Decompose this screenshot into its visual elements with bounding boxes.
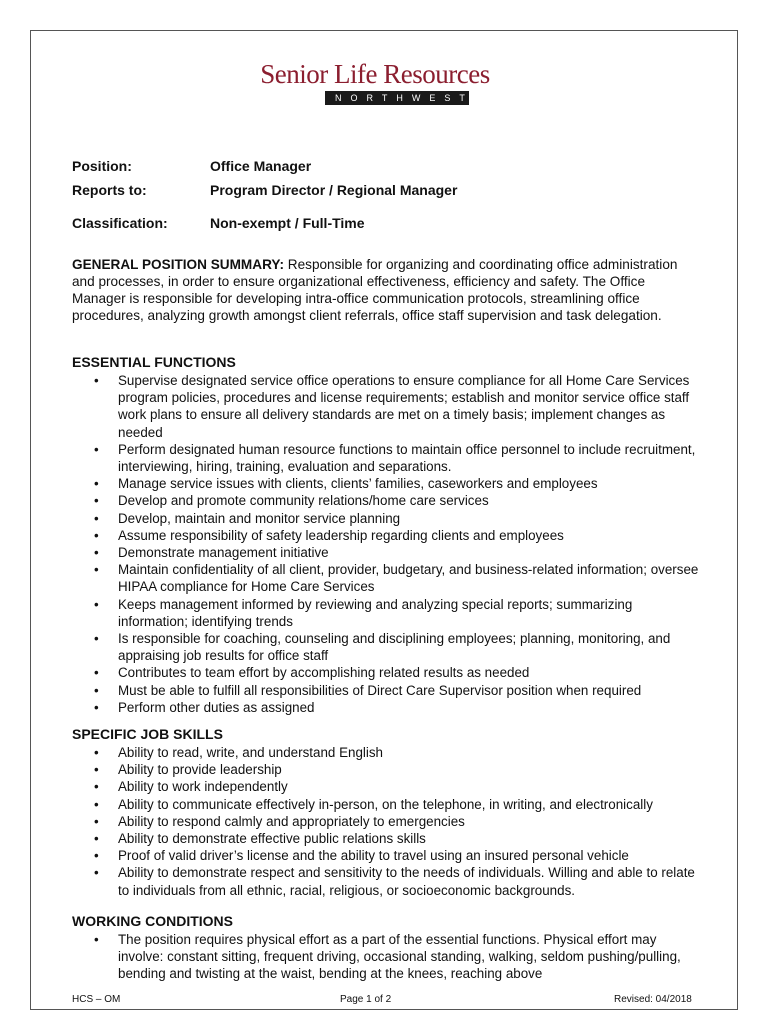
- summary-heading: GENERAL POSITION SUMMARY:: [72, 257, 284, 272]
- summary-text: Responsible for organizing and coordinating office administration and processes, in order to ensure organizational effectiveness, efficiency and safety. The Office Manager is responsible for developing intra-office communication protocols, streamlining office procedures, analyzing growth amongst client referrals, office staff supervision and task delegation.: [72, 257, 678, 323]
- position-value: Office Manager: [210, 158, 312, 174]
- general-summary: [72, 256, 702, 324]
- working-title: WORKING CONDITIONS: [72, 913, 233, 929]
- classification-value: Non-exempt / Full-Time: [210, 215, 365, 231]
- classification-row: [72, 215, 365, 231]
- skills-list: [72, 744, 702, 899]
- list-item: • Ability to demonstrate respect and sensitivity to the needs of individuals. Willing and able to relate to individuals from all ethnic, racial, religious, or socioeconomic backgrounds.: [72, 864, 702, 898]
- list-item: • Ability to work independently: [72, 778, 702, 795]
- position-row: [72, 158, 311, 174]
- list-item: • Ability to demonstrate effective public relations skills: [72, 830, 702, 847]
- list-item: • Supervise designated service office operations to ensure compliance for all Home Care Services program policies, procedures and license requirements; establish and monitor service office staff work plans to ensure all delivery standards are met on a timely basis; implement changes as needed: [72, 372, 702, 441]
- list-item: • Develop, maintain and monitor service planning: [72, 510, 702, 527]
- reports-label: Reports to:: [72, 182, 147, 198]
- reports-row: [72, 182, 457, 198]
- list-item: • Proof of valid driver’s license and the ability to travel using an insured personal vehicle: [72, 847, 702, 864]
- list-item: • Ability to communicate effectively in-person, on the telephone, in writing, and electronically: [72, 796, 702, 813]
- working-list: [72, 931, 702, 983]
- reports-value: Program Director / Regional Manager: [210, 182, 458, 198]
- essential-title: ESSENTIAL FUNCTIONS: [72, 354, 236, 370]
- footer-left: HCS – OM: [72, 994, 121, 1005]
- list-item: • Ability to respond calmly and appropriately to emergencies: [72, 813, 702, 830]
- list-item: • Assume responsibility of safety leadership regarding clients and employees: [72, 527, 702, 544]
- classification-label: Classification:: [72, 215, 168, 231]
- list-item: • Keeps management informed by reviewing and analyzing special reports; summarizing information; identifying trends: [72, 596, 702, 630]
- logo-subtitle: NORTHWEST: [325, 91, 469, 105]
- list-item: • Manage service issues with clients, clients’ families, caseworkers and employees: [72, 475, 702, 492]
- list-item: • The position requires physical effort as a part of the essential functions. Physical effort may involve: constant sitting, frequent driving, occasional standing, walking, seldom pushing/pulling, bending and twisting at the waist, bending at the knees, reaching above: [72, 931, 702, 983]
- position-label: Position:: [72, 158, 132, 174]
- list-item: • Ability to provide leadership: [72, 761, 702, 778]
- list-item: • Must be able to fulfill all responsibilities of Direct Care Supervisor position when required: [72, 682, 702, 699]
- essential-list: [72, 372, 702, 716]
- list-item: • Maintain confidentiality of all client, provider, budgetary, and business-related information; oversee HIPAA compliance for Home Care Services: [72, 561, 702, 595]
- list-item: • Ability to read, write, and understand English: [72, 744, 702, 761]
- footer-page: Page 1 of 2: [340, 994, 392, 1005]
- list-item: • Is responsible for coaching, counseling and disciplining employees; planning, monitoring, and appraising job results for office staff: [72, 630, 702, 664]
- list-item: • Demonstrate management initiative: [72, 544, 702, 561]
- logo-name: Senior Life Resources: [260, 59, 490, 89]
- list-item: • Develop and promote community relations/home care services: [72, 492, 702, 509]
- company-logo: [255, 60, 495, 106]
- skills-title: SPECIFIC JOB SKILLS: [72, 726, 223, 742]
- footer-revised: Revised: 04/2018: [614, 994, 692, 1005]
- list-item: • Perform designated human resource functions to maintain office personnel to include recruitment, interviewing, hiring, training, evaluation and separations.: [72, 441, 702, 475]
- list-item: • Perform other duties as assigned: [72, 699, 702, 716]
- list-item: • Contributes to team effort by accomplishing related results as needed: [72, 664, 702, 681]
